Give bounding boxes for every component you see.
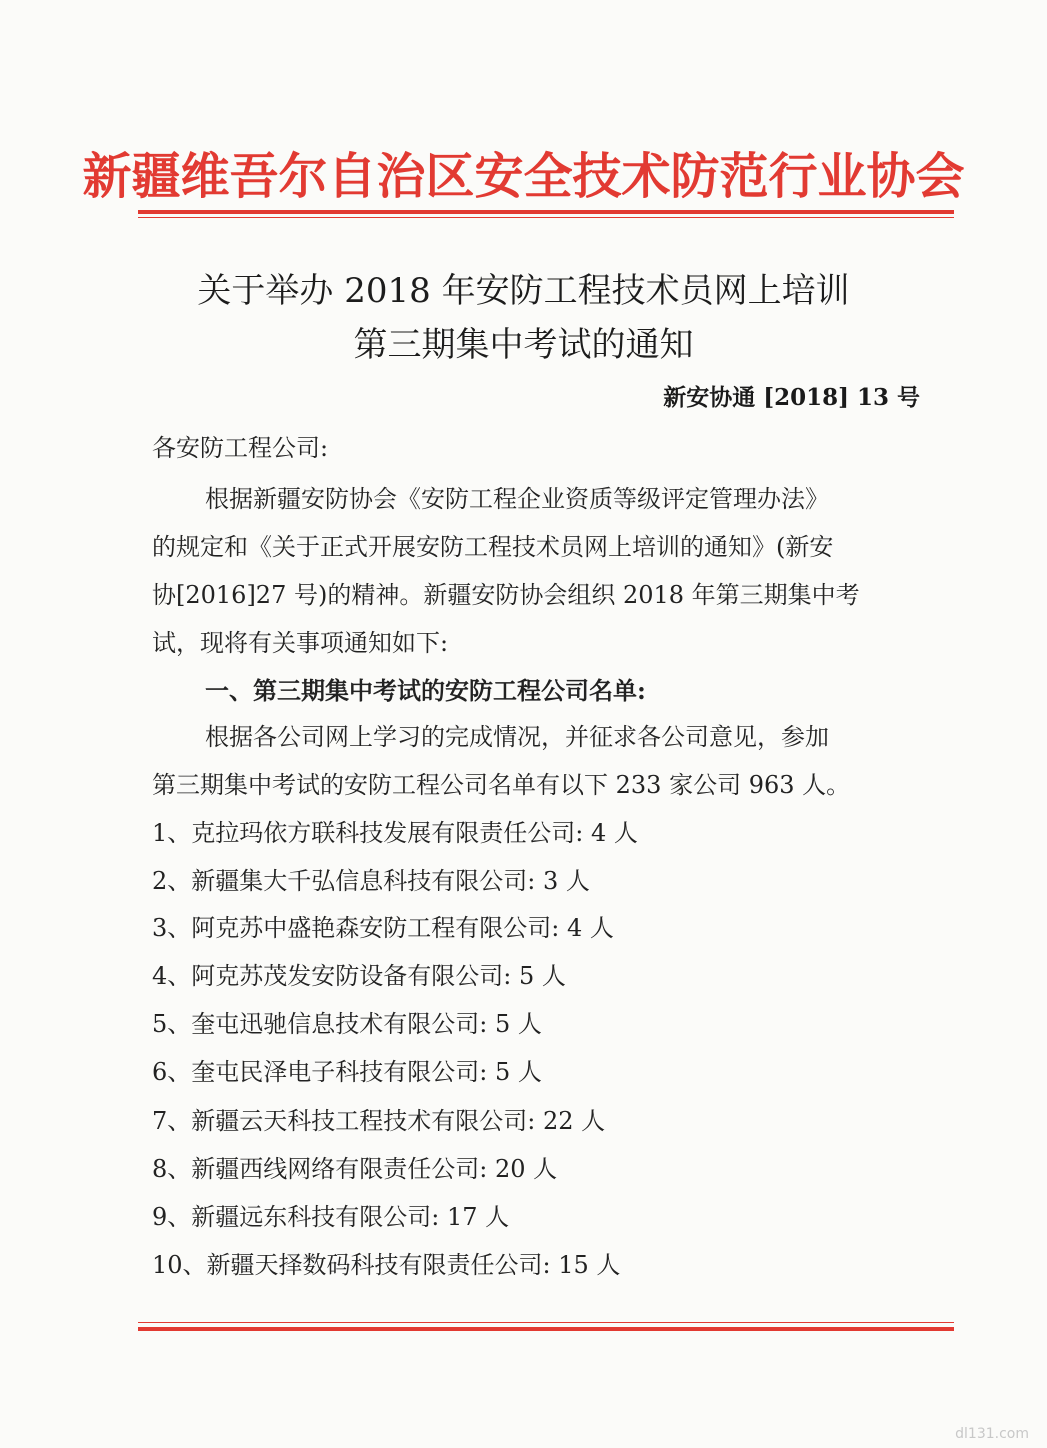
- footer-rule-thin: [138, 1322, 954, 1323]
- header-rule-thick: [138, 210, 954, 214]
- company-list-item: 7、新疆云天科技工程技术有限公司: 22 人: [152, 1107, 606, 1135]
- document-number: 新安协通 [2018] 13 号: [663, 384, 920, 411]
- company-list-item: 10、新疆天择数码科技有限责任公司: 15 人: [152, 1251, 621, 1279]
- salutation: 各安防工程公司:: [152, 434, 329, 462]
- section-heading: 一、第三期集中考试的安防工程公司名单:: [205, 676, 646, 705]
- paragraph-line: 第三期集中考试的安防工程公司名单有以下 233 家公司 963 人。: [152, 771, 851, 799]
- document-title-line1: 关于举办 2018 年安防工程技术员网上培训: [197, 271, 850, 311]
- organization-header: 新疆维吾尔自治区安全技术防范行业协会: [82, 147, 965, 205]
- paragraph-line: 的规定和《关于正式开展安防工程技术员网上培训的通知》(新安: [152, 533, 834, 561]
- company-list-item: 8、新疆西线网络有限责任公司: 20 人: [152, 1155, 558, 1183]
- company-list-item: 4、阿克苏茂发安防设备有限公司: 5 人: [152, 962, 566, 990]
- company-list-item: 2、新疆集大千弘信息科技有限公司: 3 人: [152, 867, 590, 895]
- paragraph-line: 根据各公司网上学习的完成情况，并征求各公司意见，参加: [205, 723, 829, 751]
- company-list-item: 6、奎屯民泽电子科技有限公司: 5 人: [152, 1058, 542, 1086]
- document-title-line2: 第三期集中考试的通知: [353, 325, 694, 365]
- paragraph-line: 协[2016]27 号)的精神。新疆安防协会组织 2018 年第三期集中考: [152, 581, 860, 609]
- company-list-item: 9、新疆远东科技有限公司: 17 人: [152, 1203, 510, 1231]
- company-list-item: 5、奎屯迅驰信息技术有限公司: 5 人: [152, 1010, 542, 1038]
- footer-rule-thick: [138, 1327, 954, 1331]
- company-list-item: 1、克拉玛依方联科技发展有限责任公司: 4 人: [152, 819, 638, 847]
- paragraph-line: 试，现将有关事项通知如下:: [152, 629, 449, 657]
- company-list-item: 3、阿克苏中盛艳森安防工程有限公司: 4 人: [152, 914, 614, 942]
- header-rule-thin: [138, 217, 954, 218]
- site-watermark: dl131.com: [955, 1426, 1029, 1442]
- paragraph-line: 根据新疆安防协会《安防工程企业资质等级评定管理办法》: [205, 485, 829, 513]
